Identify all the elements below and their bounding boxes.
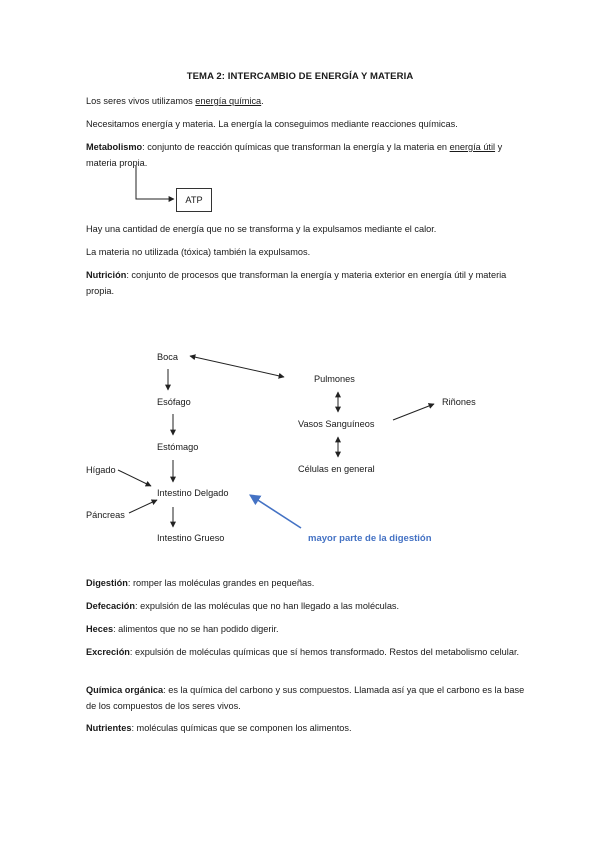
metabolismo-def-b: y materia propia. xyxy=(86,142,503,168)
energia-quimica-underlined: energía química xyxy=(195,96,262,106)
definition-defecacion xyxy=(86,599,526,615)
label-esofago: Esófago xyxy=(157,397,191,407)
text-nutrientes: : moléculas químicas que se componen los alimentos. xyxy=(131,723,352,733)
arrow-pancreas-intestino xyxy=(129,500,157,513)
text-heces: : alimentos que no se han podido digerir. xyxy=(113,624,279,634)
intro-p1-text: Los seres vivos utilizamos xyxy=(86,96,196,106)
intro-paragraph-4: Hay una cantidad de energía que no se transforma y la expulsamos mediante el calor. xyxy=(86,224,437,234)
metabolismo-def-a: : conjunto de reacción químicas que transforman la energía y la materia en xyxy=(142,142,450,152)
term-quimica-organica: Química orgánica xyxy=(86,685,164,695)
label-rinones: Riñones xyxy=(442,397,476,407)
term-excrecion: Excreción xyxy=(86,647,130,657)
label-higado: Hígado xyxy=(86,465,116,475)
energia-util-underlined: energía útil xyxy=(449,142,496,152)
text-digestion: : romper las moléculas grandes en pequeñas. xyxy=(127,578,315,588)
term-nutrientes: Nutrientes xyxy=(86,723,132,733)
nutricion-def: : conjunto de procesos que transforman la energía y materia exterior en energía útil y materia propia. xyxy=(86,270,507,296)
label-pulmones: Pulmones xyxy=(314,374,355,384)
label-pancreas: Páncreas xyxy=(86,510,125,520)
intro-p1-end: . xyxy=(261,96,264,106)
definition-quimica-organica xyxy=(86,683,526,714)
label-estomago: Estómago xyxy=(157,442,199,452)
metabolismo-term: Metabolismo xyxy=(86,142,143,152)
term-digestion: Digestión xyxy=(86,578,128,588)
atp-box: ATP xyxy=(176,188,212,212)
nutricion-term: Nutrición xyxy=(86,270,127,280)
page-title: TEMA 2: INTERCAMBIO DE ENERGÍA Y MATERIA xyxy=(186,71,414,82)
definition-nutrientes xyxy=(86,721,526,737)
label-boca: Boca xyxy=(157,352,178,362)
definition-digestion xyxy=(86,576,526,592)
intro-paragraph-2: Necesitamos energía y materia. La energía la conseguimos mediante reacciones químicas. xyxy=(86,119,458,129)
intro-paragraph-5: La materia no utilizada (tóxica) también la expulsamos. xyxy=(86,247,311,257)
label-intestino-delgado: Intestino Delgado xyxy=(157,488,229,498)
arrow-boca-pulmones xyxy=(190,356,284,377)
label-intestino-grueso: Intestino Grueso xyxy=(157,533,225,543)
label-celulas: Células en general xyxy=(298,464,375,474)
atp-connector-arrow xyxy=(136,166,174,199)
arrow-vasos-rinones xyxy=(393,404,434,420)
label-vasos-sanguineos: Vasos Sanguíneos xyxy=(298,419,375,429)
text-quimica-organica: : es la química del carbono y sus compuestos. Llamada así ya que el carbono es la base de los compuestos de los seres vivos. xyxy=(86,685,525,711)
text-excrecion: : expulsión de moléculas químicas que sí hemos transformado. Restos del metabolismo celular. xyxy=(129,647,520,657)
term-heces: Heces xyxy=(86,624,114,634)
definition-excrecion xyxy=(86,645,526,661)
arrow-higado-intestino xyxy=(118,470,151,486)
blue-arrow-digestion xyxy=(250,495,301,528)
note-mayor-parte-digestion: mayor parte de la digestión xyxy=(308,533,432,544)
text-defecacion: : expulsión de las moléculas que no han llegado a las moléculas. xyxy=(135,601,400,611)
term-defecacion: Defecación xyxy=(86,601,136,611)
definition-heces xyxy=(86,622,526,638)
